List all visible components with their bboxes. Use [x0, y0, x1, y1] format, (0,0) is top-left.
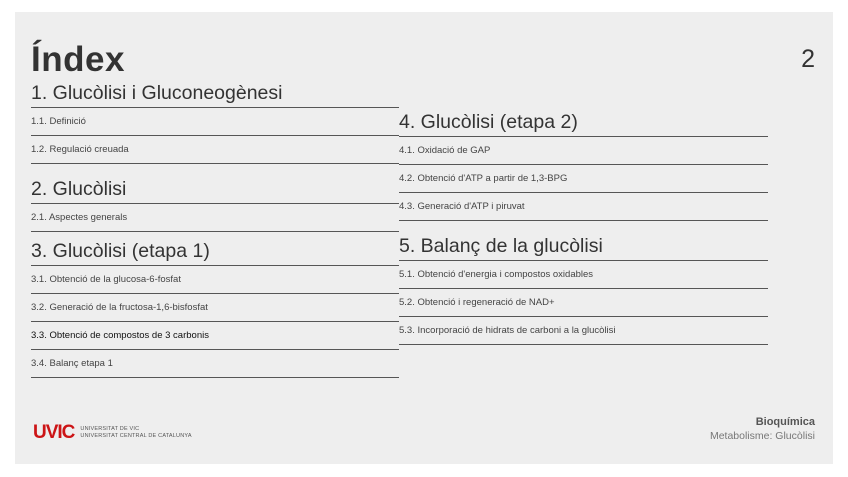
section-heading-5[interactable]: 5. Balanç de la glucòlisi	[399, 235, 768, 261]
page-number: 2	[801, 45, 815, 73]
toc-item-1-1[interactable]: 1.1. Definició	[31, 108, 399, 136]
university-logo	[33, 422, 192, 444]
toc-item-5-3[interactable]: 5.3. Incorporació de hidrats de carboni a la glucòlisi	[399, 317, 768, 345]
toc-item-2-1[interactable]: 2.1. Aspectes generals	[31, 204, 399, 232]
toc-item-1-2[interactable]: 1.2. Regulació creuada	[31, 136, 399, 164]
section-heading-4[interactable]: 4. Glucòlisi (etapa 2)	[399, 111, 768, 137]
section-heading-1[interactable]: 1. Glucòlisi i Gluconeogènesi	[31, 82, 399, 108]
logo-line-2: UNIVERSITAT CENTRAL DE CATALUNYA	[80, 433, 192, 439]
toc-right-column	[399, 111, 768, 345]
toc-item-3-4[interactable]: 3.4. Balanç etapa 1	[31, 350, 399, 378]
section-heading-3[interactable]: 3. Glucòlisi (etapa 1)	[31, 240, 399, 266]
footer-course: Bioquímica	[755, 416, 815, 428]
toc-item-3-3[interactable]: 3.3. Obtenció de compostos de 3 carbonis	[31, 322, 399, 350]
logo-text	[80, 426, 191, 440]
toc-left-column	[31, 82, 399, 378]
toc-item-5-2[interactable]: 5.2. Obtenció i regeneració de NAD+	[399, 289, 768, 317]
toc-item-3-1[interactable]: 3.1. Obtenció de la glucosa-6-fosfat	[31, 266, 399, 294]
section-heading-2[interactable]: 2. Glucòlisi	[31, 178, 399, 204]
toc-item-4-3[interactable]: 4.3. Generació d'ATP i piruvat	[399, 193, 768, 221]
page-title: Índex	[31, 40, 125, 79]
toc-item-3-2[interactable]: 3.2. Generació de la fructosa-1,6-bisfosfat	[31, 294, 399, 322]
footer-topic: Metabolisme: Glucòlisi	[709, 430, 815, 442]
logo-line-1: UNIVERSITAT DE VIC	[80, 426, 140, 432]
toc-item-5-1[interactable]: 5.1. Obtenció d'energia i compostos oxidables	[399, 261, 768, 289]
footer	[710, 416, 815, 442]
uvic-logo-mark: UVIC	[33, 422, 75, 443]
toc-item-4-1[interactable]: 4.1. Oxidació de GAP	[399, 137, 768, 165]
toc-item-4-2[interactable]: 4.2. Obtenció d'ATP a partir de 1,3-BPG	[399, 165, 768, 193]
